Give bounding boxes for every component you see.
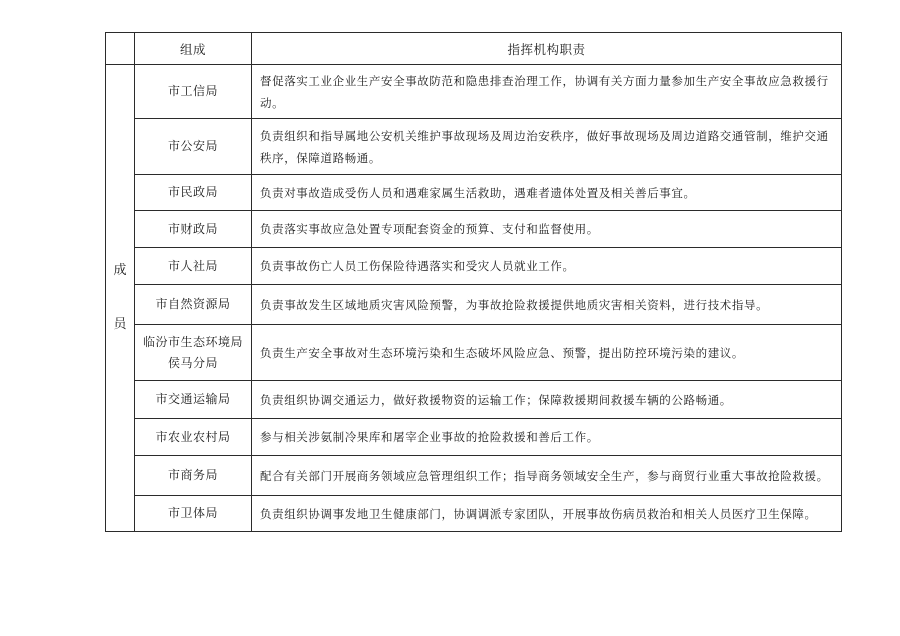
department-name: 市公安局 <box>135 119 252 175</box>
department-duty: 负责事故发生区域地质灾害风险预警，为事故抢险救援提供地质灾害相关资料，进行技术指导。 <box>252 285 842 325</box>
department-name: 临汾市生态环境局侯马分局 <box>135 325 252 381</box>
table-row <box>106 248 842 285</box>
department-name: 市民政局 <box>135 175 252 211</box>
responsibility-table-container <box>105 32 841 532</box>
header-group: 组成 <box>135 33 252 65</box>
department-name: 市卫体局 <box>135 496 252 532</box>
header-row <box>106 33 842 65</box>
department-name: 市自然资源局 <box>135 285 252 325</box>
table-row <box>106 285 842 325</box>
department-duty: 负责事故伤亡人员工伤保险待遇落实和受灾人员就业工作。 <box>252 248 842 285</box>
table-row <box>106 325 842 381</box>
header-blank-cell <box>106 33 135 65</box>
department-name: 市交通运输局 <box>135 381 252 419</box>
department-duty: 负责落实事故应急处置专项配套资金的预算、支付和监督使用。 <box>252 211 842 248</box>
table-row <box>106 381 842 419</box>
department-name: 市商务局 <box>135 456 252 496</box>
responsibility-table <box>105 32 842 532</box>
department-duty: 督促落实工业企业生产安全事故防范和隐患排查治理工作，协调有关方面力量参加生产安全事故应急救援行动。 <box>252 65 842 119</box>
department-name: 市工信局 <box>135 65 252 119</box>
table-row <box>106 211 842 248</box>
department-name: 市财政局 <box>135 211 252 248</box>
department-name: 市农业农村局 <box>135 419 252 456</box>
table-row <box>106 65 842 119</box>
table-row <box>106 496 842 532</box>
group-label-char: 成 <box>113 263 127 278</box>
header-duty: 指挥机构职责 <box>252 33 842 65</box>
table-row <box>106 119 842 175</box>
department-duty: 参与相关涉氨制冷果库和屠宰企业事故的抢险救援和善后工作。 <box>252 419 842 456</box>
department-duty: 负责生产安全事故对生态环境污染和生态破坏风险应急、预警，提出防控环境污染的建议。 <box>252 325 842 381</box>
group-label-char: 员 <box>113 317 127 332</box>
department-duty: 负责组织协调事发地卫生健康部门，协调调派专家团队，开展事故伤病员救治和相关人员医疗卫生保障。 <box>252 496 842 532</box>
table-row <box>106 456 842 496</box>
department-duty: 负责组织和指导属地公安机关维护事故现场及周边治安秩序，做好事故现场及周边道路交通管制，维护交通秩序，保障道路畅通。 <box>252 119 842 175</box>
table-row <box>106 175 842 211</box>
table-row <box>106 419 842 456</box>
department-duty: 配合有关部门开展商务领域应急管理组织工作；指导商务领域安全生产，参与商贸行业重大事故抢险救援。 <box>252 456 842 496</box>
department-duty: 负责对事故造成受伤人员和遇难家属生活救助，遇难者遗体处置及相关善后事宜。 <box>252 175 842 211</box>
department-name: 市人社局 <box>135 248 252 285</box>
department-duty: 负责组织协调交通运力，做好救援物资的运输工作；保障救援期间救援车辆的公路畅通。 <box>252 381 842 419</box>
member-group-label <box>106 65 135 532</box>
